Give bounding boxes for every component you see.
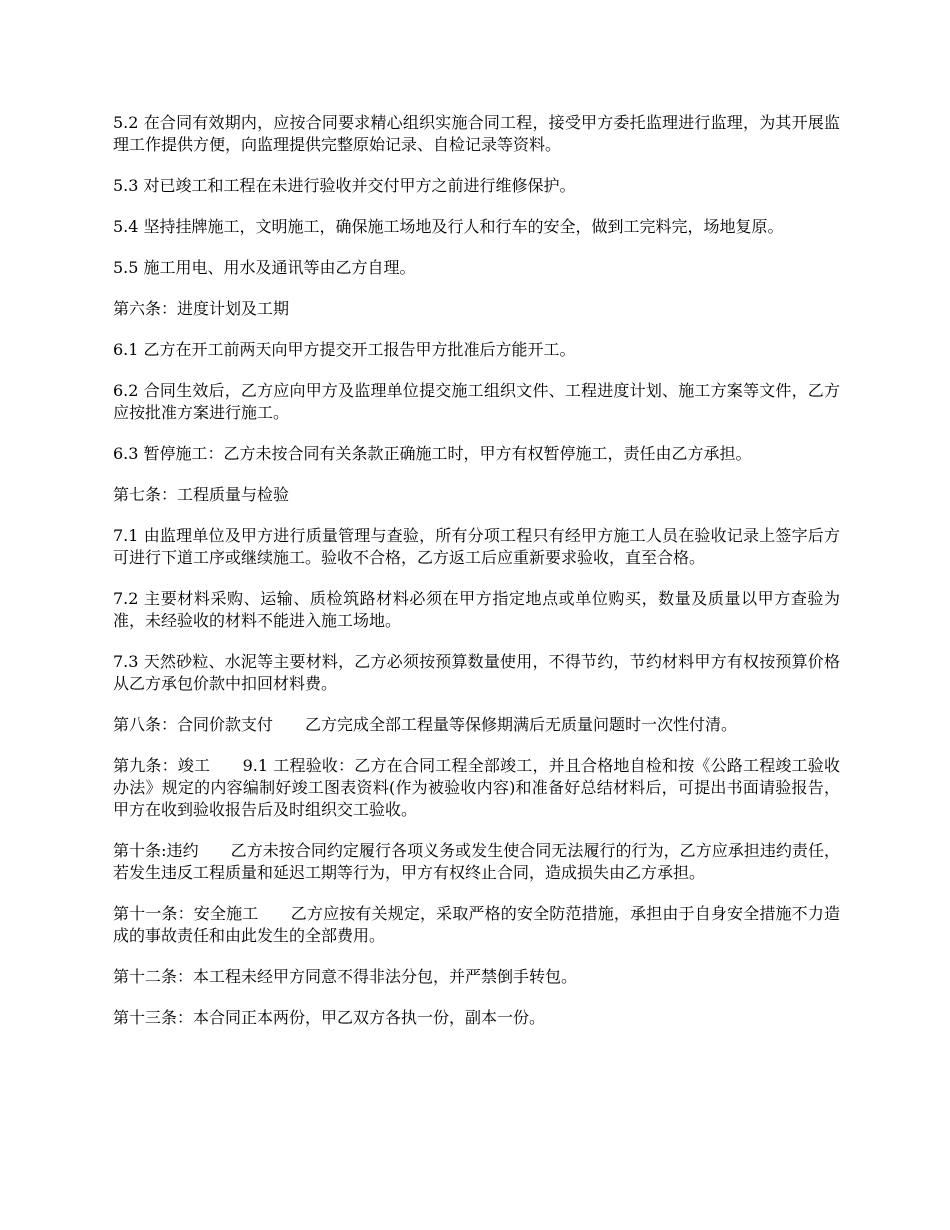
article-11-safety: 第十一条：安全施工 乙方应按有关规定，采取严格的安全防范措施，承担由于自身安全措施不力造成的事故责任和由此发生的全部费用。 bbox=[113, 904, 840, 945]
article-6-heading: 第六条：进度计划及工期 bbox=[113, 299, 290, 318]
clause-6-1: 6.1 乙方在开工前两天向甲方提交开工报告甲方批准后方能开工。 bbox=[113, 340, 576, 359]
clause-6-2: 6.2 合同生效后，乙方应向甲方及监理单位提交施工组织文件、工程进度计划、施工方案等文件，乙方应按批准方案进行施工。 bbox=[113, 381, 840, 422]
article-7-heading: 第七条：工程质量与检验 bbox=[113, 485, 290, 504]
clause-5-2: 5.2 在合同有效期内，应按合同要求精心组织实施合同工程，接受甲方委托监理进行监理，为其开展监理工作提供方便，向监理提供完整原始记录、自检记录等资料。 bbox=[113, 113, 840, 154]
clause-7-2: 7.2 主要材料采购、运输、质检筑路材料必须在甲方指定地点或单位购买，数量及质量以甲方查验为准，未经验收的材料不能进入施工场地。 bbox=[113, 589, 840, 630]
clause-6-3: 6.3 暂停施工：乙方未按合同有关条款正确施工时，甲方有权暂停施工，责任由乙方承担。 bbox=[113, 444, 752, 463]
article-13-copies: 第十三条：本合同正本两份，甲乙双方各执一份，副本一份。 bbox=[113, 1008, 546, 1027]
clause-5-4: 5.4 坚持挂牌施工，文明施工，确保施工场地及行人和行车的安全，做到工完料完，场地复原。 bbox=[113, 217, 784, 236]
clause-5-3: 5.3 对已竣工和工程在未进行验收并交付甲方之前进行维修保护。 bbox=[113, 176, 576, 195]
article-12-subcontract: 第十二条：本工程未经甲方同意不得非法分包，并严禁倒手转包。 bbox=[113, 967, 578, 986]
clause-7-1: 7.1 由监理单位及甲方进行质量管理与查验，所有分项工程只有经甲方施工人员在验收记录上签字后方可进行下道工序或继续施工。验收不合格，乙方返工后应重新要求验收，直至合格。 bbox=[113, 526, 840, 567]
article-8-payment: 第八条：合同价款支付 乙方完成全部工程量等保修期满后无质量问题时一次性付清。 bbox=[113, 715, 738, 734]
clause-5-5: 5.5 施工用电、用水及通讯等由乙方自理。 bbox=[113, 258, 416, 277]
article-9-completion: 第九条：竣工 9.1 工程验收：乙方在合同工程全部竣工，并且合格地自检和按《公路工程竣工验收办法》规定的内容编制好竣工图表资料(作为被验收内容)和准备好总结材料后，可提出书面请验报告，甲方在收到验收报告后及时组织交工验收。 bbox=[113, 756, 840, 819]
document-page bbox=[113, 112, 840, 1048]
clause-7-3: 7.3 天然砂粒、水泥等主要材料，乙方必须按预算数量使用，不得节约，节约材料甲方有权按预算价格从乙方承包价款中扣回材料费。 bbox=[113, 652, 840, 693]
article-10-breach: 第十条:违约 乙方未按合同约定履行各项义务或发生使合同无法履行的行为，乙方应承担违约责任，若发生违反工程质量和延迟工期等行为，甲方有权终止合同，造成损失由乙方承担。 bbox=[113, 841, 840, 882]
